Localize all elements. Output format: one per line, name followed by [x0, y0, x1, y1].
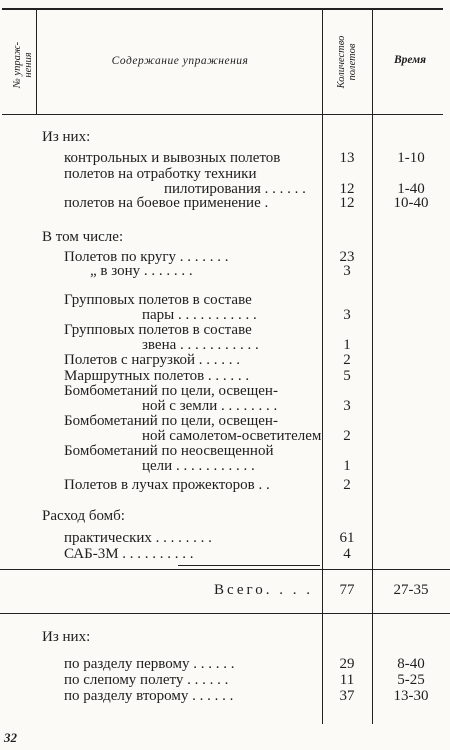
breakdown-count: 29	[339, 656, 355, 672]
page-number: 32	[4, 730, 17, 745]
exercise-text: САБ-3М . . . . . . . . . .	[64, 546, 194, 562]
flight-count: 3	[343, 307, 351, 323]
breakdown-count: 37	[339, 688, 355, 704]
total-rule-top	[0, 569, 450, 570]
flight-count: 2	[343, 477, 351, 493]
header-exercise-content: Содержание упражнения	[111, 55, 249, 67]
section-title: В том числе:	[42, 229, 124, 245]
exercise-text: пилотирования . . . . . .	[164, 181, 306, 197]
time-value: 1-10	[397, 150, 425, 166]
flight-count: 2	[343, 352, 351, 368]
exercise-text: Полетов в лучах прожекторов . .	[64, 477, 270, 493]
flight-count: 4	[343, 546, 351, 562]
breakdown-text: по разделу первому . . . . . .	[64, 656, 235, 672]
exercise-text: практических . . . . . . . .	[64, 530, 212, 546]
sum-underline	[178, 565, 320, 566]
exercise-text: звена . . . . . . . . . . .	[142, 337, 259, 353]
flight-count: 23	[339, 249, 355, 265]
flight-count: 13	[339, 150, 355, 166]
breakdown-time: 5-25	[397, 672, 425, 688]
exercise-text: ной с земли . . . . . . . .	[142, 398, 278, 414]
exercise-text: „ в зону . . . . . . .	[90, 263, 193, 279]
exercise-text: Групповых полетов в составе	[64, 322, 252, 338]
exercise-text: Бомбометаний по цели, освещен-	[64, 413, 278, 429]
flight-count: 3	[343, 398, 351, 414]
exercise-text: Полетов с нагрузкой . . . . . .	[64, 352, 240, 368]
breakdown-title: Из них:	[42, 629, 91, 645]
total-rule-bottom	[0, 613, 450, 614]
flight-count: 61	[339, 530, 355, 546]
flight-count: 1	[343, 337, 351, 353]
exercise-text: Бомбометаний по цели, освещен-	[64, 383, 278, 399]
time-value: 1-40	[397, 181, 425, 197]
exercise-text: полетов на отработку техники	[64, 166, 257, 182]
header-exercise-number: № упраж- нения	[12, 41, 34, 89]
exercise-text: Бомбометаний по неосвещенной	[64, 443, 274, 459]
total-count: 77	[339, 582, 355, 598]
flight-count: 2	[343, 428, 351, 444]
exercise-text: Маршрутных полетов . . . . . .	[64, 368, 250, 384]
section-title: Из них:	[42, 129, 91, 145]
header-rule	[2, 114, 443, 115]
column-divider-3	[372, 9, 373, 724]
flight-count: 1	[343, 458, 351, 474]
breakdown-text: по разделу второму . . . . . .	[64, 688, 234, 704]
exercise-text: Групповых полетов в составе	[64, 292, 252, 308]
breakdown-time: 8-40	[397, 656, 425, 672]
exercise-text: ной самолетом-осветителем	[142, 428, 322, 444]
column-divider-1	[36, 9, 37, 115]
total-label: Всего. . . .	[214, 582, 314, 598]
exercise-text: цели . . . . . . . . . . .	[142, 458, 255, 474]
top-rule	[2, 8, 443, 10]
time-value: 10-40	[393, 195, 429, 211]
flight-count: 3	[343, 263, 351, 279]
flight-count: 5	[343, 368, 351, 384]
exercise-text: контрольных и вывозных полетов	[64, 150, 281, 166]
exercise-text: пары . . . . . . . . . . .	[142, 307, 257, 323]
exercise-text: Полетов по кругу . . . . . . .	[64, 249, 229, 265]
exercise-text: полетов на боевое применение .	[64, 195, 269, 211]
total-time: 27-35	[393, 582, 429, 598]
header-time: Время	[393, 54, 427, 66]
flight-count: 12	[339, 195, 355, 211]
breakdown-count: 11	[339, 672, 355, 688]
header-flight-count: Количество полетов	[336, 35, 358, 89]
flight-count: 12	[339, 181, 355, 197]
section-title: Расход бомб:	[42, 508, 125, 524]
breakdown-text: по слепому полету . . . . . .	[64, 672, 229, 688]
breakdown-time: 13-30	[393, 688, 429, 704]
